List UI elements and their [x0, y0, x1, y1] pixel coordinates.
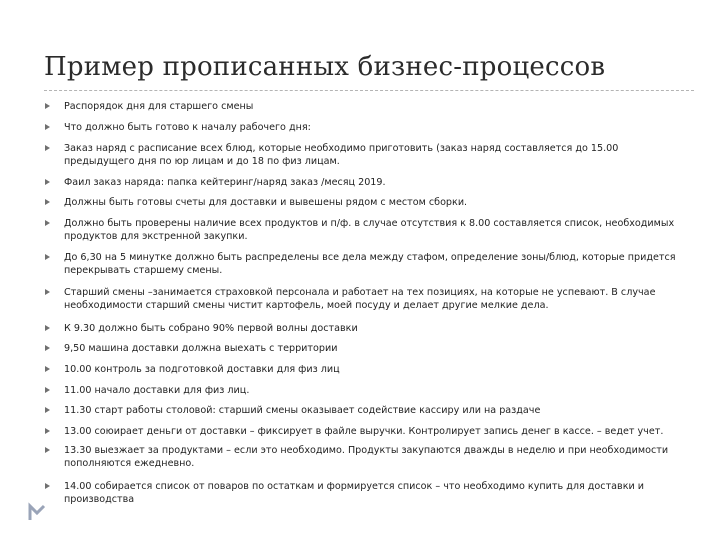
triangle-bullet-icon — [45, 483, 50, 489]
list-item-text: К 9.30 должно быть собрано 90% первой волны доставки — [64, 323, 358, 334]
list-item-text: 11.30 старт работы столовой: старший смены оказывает содействие кассиру или на раздаче — [64, 405, 541, 416]
triangle-bullet-icon — [45, 124, 50, 130]
triangle-bullet-icon — [45, 428, 50, 434]
list-item-text: Что должно быть готово к началу рабочего дня: — [64, 122, 311, 133]
triangle-bullet-icon — [45, 220, 50, 226]
list-item-text: 13.00 союирает деньги от доставки – фиксирует в файле выручки. Контролирует запись денег в кассе. – ведет учет. — [64, 426, 664, 437]
triangle-bullet-icon — [45, 447, 50, 453]
list-item-text: Фаил заказ наряда: папка кейтеринг/наряд заказ /месяц 2019. — [64, 177, 386, 188]
list-item-text: 13.30 выезжает за продуктами – если это необходимо. Продукты закупаются дважды в неделю и при необходимости пополняются ежедневно. — [64, 445, 669, 469]
list-item-text: Распорядок дня для старшего смены — [64, 101, 254, 112]
triangle-bullet-icon — [45, 103, 50, 109]
triangle-bullet-icon — [45, 179, 50, 185]
list-item-text: Должно быть проверены наличие всех продуктов и п/ф. в случае отсутствия к 8.00 составляется список, необходимых продуктов для экстренной закупки. — [64, 218, 675, 242]
triangle-bullet-icon — [45, 345, 50, 351]
triangle-bullet-icon — [45, 289, 50, 295]
list-item-text: Старший смены –занимается страховкой персонала и работает на тех позициях, на которые не успевают. В случае необходимости старший смены чистит картофель, моей посуду и делает другие мелкие дела. — [64, 287, 656, 311]
triangle-bullet-icon — [45, 254, 50, 260]
list-item-text: 9,50 машина доставки должна выехать с территории — [64, 343, 338, 354]
triangle-bullet-icon — [45, 387, 50, 393]
slide-title: Пример прописанных бизнес-процессов — [44, 52, 606, 82]
list-item-text: 11.00 начало доставки для физ лиц. — [64, 385, 250, 396]
triangle-bullet-icon — [45, 407, 50, 413]
corner-arrow-icon — [26, 500, 48, 522]
list-item-text: До 6,30 на 5 минутке должно быть распределены все дела между стафом, определение зоны/блюд, которые придется перекрывать старшему смены. — [64, 252, 676, 276]
triangle-bullet-icon — [45, 145, 50, 151]
list-item-text: 14.00 собирается список от поваров по остаткам и формируется список – что необходимо купить для доставки и производства — [64, 481, 645, 505]
list-item-text: Заказ наряд с расписание всех блюд, которые необходимо приготовить (заказ наряд составляется до 15.00 предыдущего дня по юр лицам и до 18 по физ лицам. — [64, 143, 619, 167]
list-item-text: 10.00 контроль за подготовкой доставки для физ лиц — [64, 364, 340, 375]
triangle-bullet-icon — [45, 325, 50, 331]
triangle-bullet-icon — [45, 199, 50, 205]
triangle-bullet-icon — [45, 366, 50, 372]
list-item-text: Должны быть готовы счеты для доставки и вывешены рядом с местом сборки. — [64, 197, 468, 208]
